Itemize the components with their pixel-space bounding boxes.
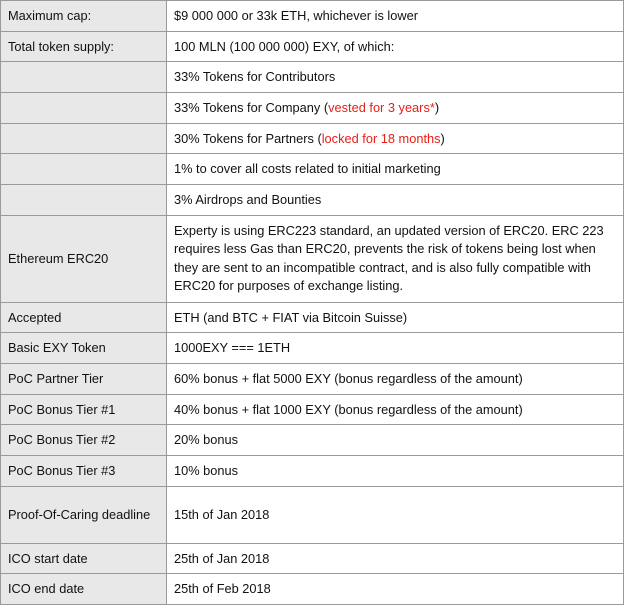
value-text: 1000EXY === 1ETH [174, 340, 291, 356]
value-highlight: vested for 3 years* [328, 99, 435, 115]
row-value [167, 425, 624, 456]
value-text: 40% bonus + flat 1000 EXY (bonus regardless of the amount) [174, 401, 523, 417]
row-value [167, 364, 624, 395]
value-text: 33% Tokens for Contributors [174, 69, 336, 85]
table-row [1, 92, 624, 123]
table-row [1, 456, 624, 487]
row-label: PoC Bonus Tier #2 [1, 425, 167, 456]
row-label: ICO end date [1, 574, 167, 605]
value-text: 10% bonus [174, 463, 239, 479]
value-text: 100 MLN (100 000 000) EXY, of which: [174, 38, 395, 54]
row-value [167, 92, 624, 123]
row-value [167, 394, 624, 425]
table-row [1, 574, 624, 605]
row-value [167, 62, 624, 93]
row-label: Proof-Of-Caring deadline [1, 486, 167, 543]
value-text: 25th of Feb 2018 [174, 581, 271, 597]
table-row [1, 62, 624, 93]
row-label [1, 154, 167, 185]
row-label [1, 123, 167, 154]
value-text: 1% to cover all costs related to initial marketing [174, 161, 441, 177]
value-suffix: ) [440, 130, 445, 146]
value-text: $9 000 000 or 33k ETH, whichever is lower [174, 8, 418, 23]
value-suffix: ) [434, 99, 440, 115]
value-text: 25th of Jan 2018 [174, 550, 270, 566]
table-row [1, 425, 624, 456]
row-value [167, 543, 624, 574]
table-row [1, 215, 624, 302]
row-value [167, 333, 624, 364]
table-row [1, 1, 624, 32]
row-value [167, 31, 624, 62]
row-value [167, 302, 624, 333]
row-label: Total token supply: [1, 31, 167, 62]
table-row [1, 184, 624, 215]
value-text: 15th of Jan 2018 [174, 506, 270, 522]
table-row [1, 394, 624, 425]
row-label: PoC Bonus Tier #3 [1, 456, 167, 487]
table-row [1, 31, 624, 62]
row-value [167, 215, 624, 302]
row-label: Ethereum ERC20 [1, 215, 167, 302]
row-value [167, 184, 624, 215]
row-value [167, 456, 624, 487]
row-label: Accepted [1, 302, 167, 333]
row-label: Maximum cap: [1, 1, 167, 32]
row-value [167, 123, 624, 154]
row-label: ICO start date [1, 543, 167, 574]
table-row [1, 123, 624, 154]
row-label [1, 184, 167, 215]
value-text: 33% Tokens for Company ( [174, 99, 329, 115]
table-row [1, 302, 624, 333]
table-row [1, 543, 624, 574]
row-label: Basic EXY Token [1, 333, 167, 364]
table-body [1, 1, 624, 605]
row-label: PoC Bonus Tier #1 [1, 394, 167, 425]
value-text: 30% Tokens for Partners ( [174, 130, 322, 146]
row-label [1, 62, 167, 93]
table-row [1, 486, 624, 543]
value-text: 20% bonus [174, 432, 239, 448]
table-row [1, 364, 624, 395]
value-text: Experty is using ERC223 standard, an updated version of ERC20. ERC 223 requires less Gas than ERC20, prevents the risk of tokens being lost when they are sent to an incompatible contract, and is also fully compatible with ERC20 for purposes of exchange listing. [174, 222, 604, 294]
row-value [167, 154, 624, 185]
value-text: 3% Airdrops and Bounties [174, 191, 322, 207]
table-row [1, 154, 624, 185]
row-value [167, 574, 624, 605]
value-text: ETH (and BTC + FIAT via Bitcoin Suisse) [174, 309, 408, 325]
value-text: 60% bonus + flat 5000 EXY (bonus regardless of the amount) [174, 371, 523, 387]
row-label: PoC Partner Tier [1, 364, 167, 395]
row-value [167, 1, 624, 32]
row-value [167, 486, 624, 543]
value-highlight: locked for 18 months [321, 130, 441, 146]
table-row [1, 333, 624, 364]
row-label [1, 92, 167, 123]
